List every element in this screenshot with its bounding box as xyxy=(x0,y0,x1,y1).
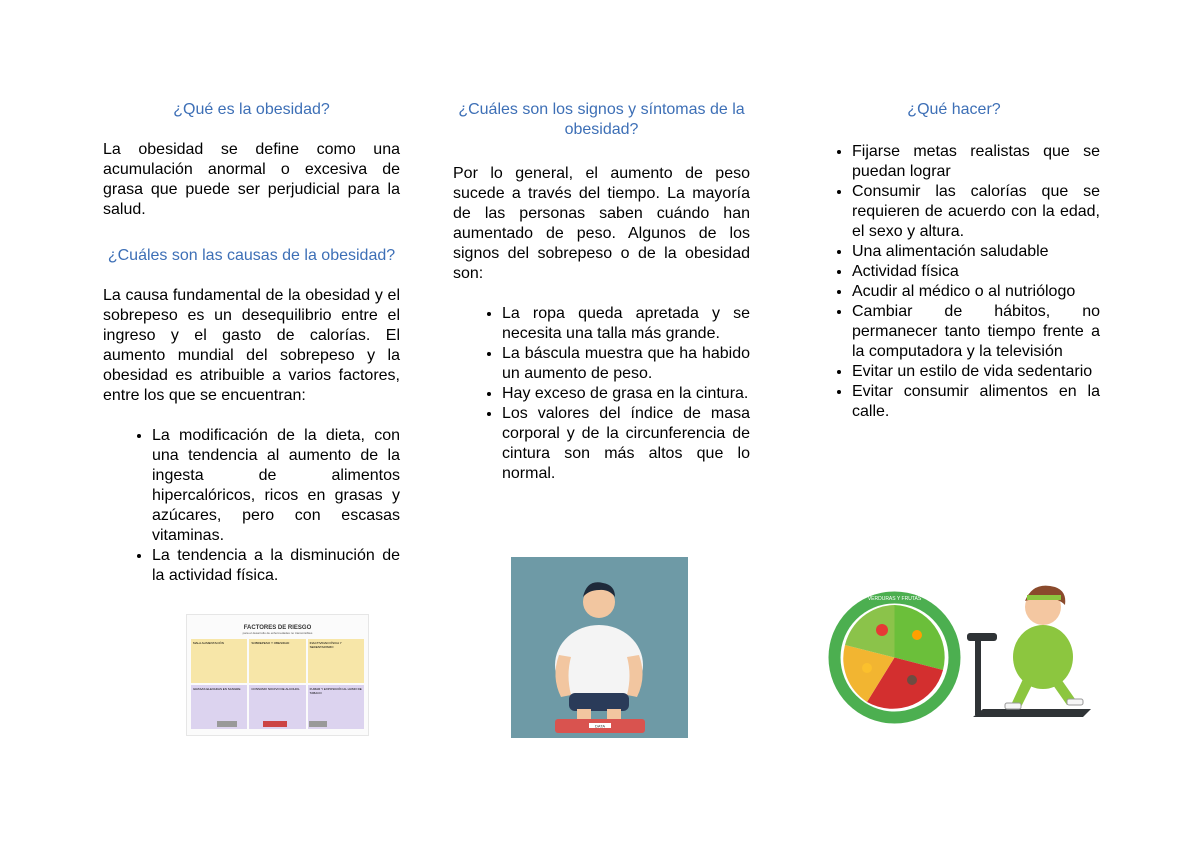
plato-drawing xyxy=(827,590,962,725)
paragraph-causas: La causa fundamental de la obesidad y el sobrepeso es un desequilibrio entre el ingreso y el gasto de calorías. El aumento mundial del sobrepeso y la obesidad es atribuible a varios factores, entre los que se encuentran: xyxy=(103,287,400,404)
infographic-cell: SOBREPESO Y OBESIDAD xyxy=(249,639,305,683)
list-item: • Actividad física xyxy=(852,262,1100,282)
list-item: • Acudir al médico o al nutriólogo xyxy=(852,282,1100,302)
list-item: • La báscula muestra que ha habido un aumento de peso. xyxy=(502,344,750,384)
heading-signos: ¿Cuáles son los signos y síntomas de la obesidad? xyxy=(458,101,745,138)
treadmill-drawing xyxy=(963,567,1099,725)
factores-riesgo-infographic xyxy=(186,614,369,736)
infographic-cell: FUMAR Y EXPOSICIÓN AL HUMO DE TABACO xyxy=(308,685,364,729)
heading-que-hacer: ¿Qué hacer? xyxy=(907,101,1001,118)
list-causas xyxy=(103,426,400,586)
list-item: • La ropa queda apretada y se necesita una talla más grande. xyxy=(502,304,750,344)
infographic-cell: CONSUMO NOCIVO DE ALCOHOL xyxy=(249,685,305,729)
infographic-cell: INACTIVIDAD FÍSICA Y SEDENTARISMO xyxy=(308,639,364,683)
plato-label: VERDURAS Y FRUTAS xyxy=(867,596,922,602)
list-signos xyxy=(453,304,750,484)
list-item: • La modificación de la dieta, con una tendencia al aumento de la ingesta de alimentos hipercalóricos, ricos en grasas y azúcares, pero con escasas vitaminas. xyxy=(152,426,400,546)
paragraph-definicion: La obesidad se define como una acumulación anormal o excesiva de grasa que puede ser perjudicial para la salud. xyxy=(103,141,400,218)
overweight-man-illustration xyxy=(511,557,688,738)
list-item: • Hay exceso de grasa en la cintura. xyxy=(502,384,750,404)
infographic-subtitle: para el desarrollo de enfermedades no transmisibles xyxy=(242,631,313,635)
heading-causas: ¿Cuáles son las causas de la obesidad? xyxy=(107,247,396,264)
treadmill-woman-illustration xyxy=(963,567,1099,725)
paragraph-signos: Por lo general, el aumento de peso sucede a través del tiempo. La mayoría de las personas saben cuándo han aumentado de peso. Algunos de los signos del sobrepeso o de la obesidad son: xyxy=(453,165,750,282)
heading-que-es: ¿Qué es la obesidad? xyxy=(173,101,330,118)
column-signos xyxy=(453,100,750,484)
scale-label: DATA xyxy=(594,723,606,729)
list-item: • La tendencia a la disminución de la actividad física. xyxy=(152,546,400,586)
man-on-scale-drawing xyxy=(511,557,688,738)
list-item: • Evitar un estilo de vida sedentario xyxy=(852,362,1100,382)
list-item: • Una alimentación saludable xyxy=(852,242,1100,262)
list-item: • Los valores del índice de masa corporal y de la circunferencia de cintura son más altos que lo normal. xyxy=(502,404,750,484)
list-item: • Consumir las calorías que se requieren de acuerdo con la edad, el sexo y altura. xyxy=(852,182,1100,242)
list-item: • Cambiar de hábitos, no permanecer tanto tiempo frente a la computadora y la televisión xyxy=(852,302,1100,362)
logos-footer xyxy=(187,715,368,735)
infographic-title: FACTORES DE RIESGO xyxy=(243,625,312,631)
infographic-cell: GRASAS ELEVADAS EN SANGRE xyxy=(191,685,247,729)
column-que-hacer xyxy=(808,100,1100,422)
list-item: • Evitar consumir alimentos en la calle. xyxy=(852,382,1100,422)
list-acciones xyxy=(808,142,1100,422)
column-obesidad xyxy=(103,100,400,586)
list-item: • Fijarse metas realistas que se puedan lograr xyxy=(852,142,1100,182)
infographic-cell: MALA ALIMENTACIÓN xyxy=(191,639,247,683)
plato-bien-comer xyxy=(827,590,962,725)
